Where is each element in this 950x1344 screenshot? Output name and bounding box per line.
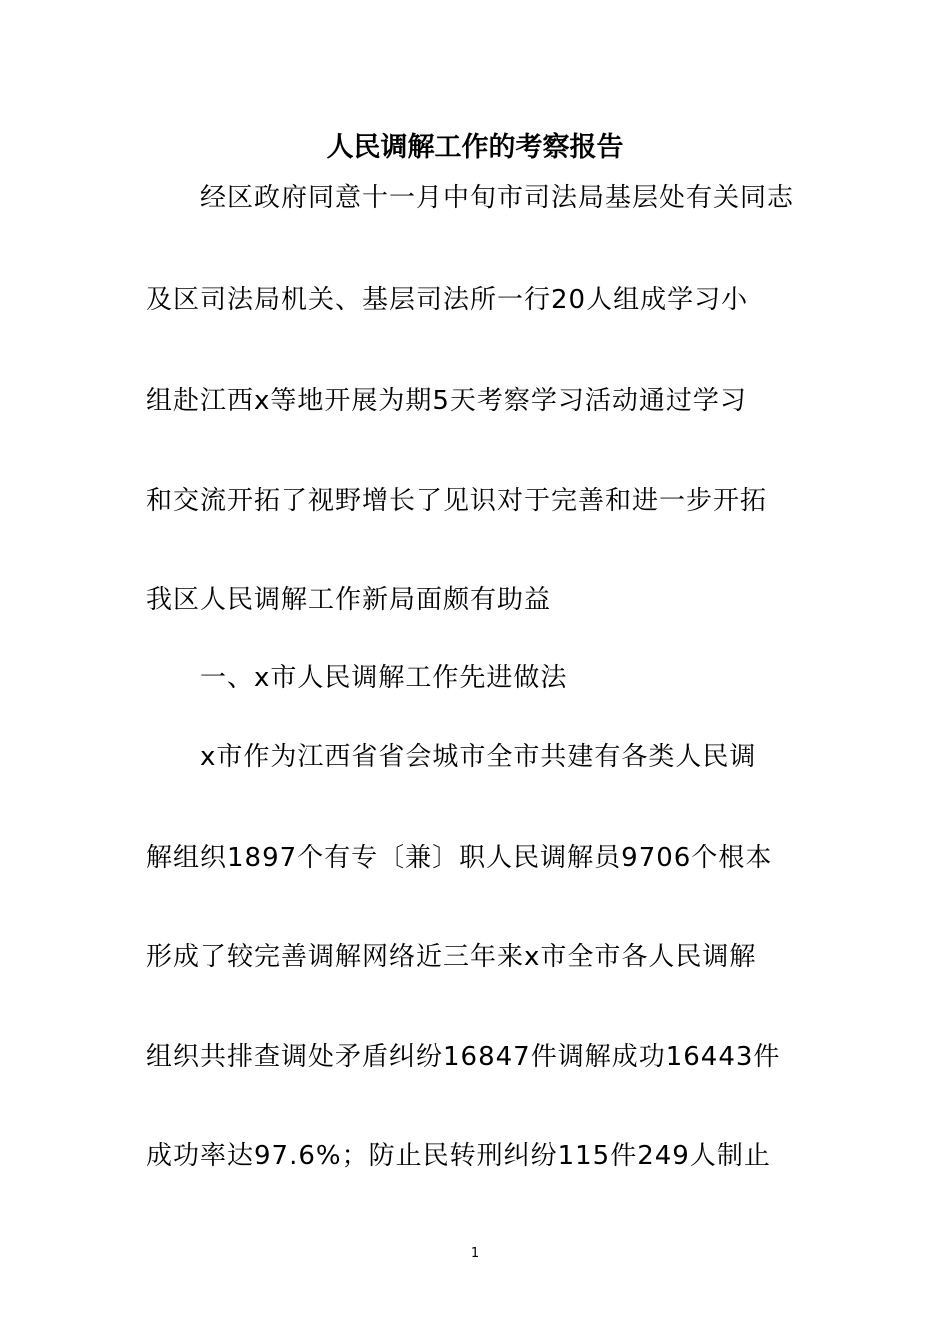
paragraph-line: 及区司法局机关、基层司法所一行20人组成学习小 (146, 285, 749, 315)
paragraph-line: x市作为江西省省会城市全市共建有各类人民调 (200, 742, 757, 772)
paragraph-line: 解组织1897个有专〔兼〕职人民调解员9706个根本 (146, 843, 773, 873)
paragraph-line: 我区人民调解工作新局面颇有助益 (146, 585, 552, 615)
page-number: 1 (470, 1246, 480, 1261)
paragraph-line: 经区政府同意十一月中旬市司法局基层处有关同志 (200, 183, 795, 213)
section-heading: 一、x市人民调解工作先进做法 (200, 663, 568, 693)
paragraph-line: 形成了较完善调解网络近三年来x市全市各人民调解 (146, 942, 757, 972)
paragraph-line: 和交流开拓了视野增长了见识对于完善和进一步开拓 (146, 486, 768, 516)
document-title: 人民调解工作的考察报告 (326, 132, 624, 163)
paragraph-line: 组织共排查调处矛盾纠纷16847件调解成功16443件 (146, 1042, 781, 1072)
paragraph-line: 组赴江西x等地开展为期5天考察学习活动通过学习 (146, 386, 747, 416)
paragraph-line: 成功率达97.6%；防止民转刑纠纷115件249人制止 (146, 1141, 771, 1171)
